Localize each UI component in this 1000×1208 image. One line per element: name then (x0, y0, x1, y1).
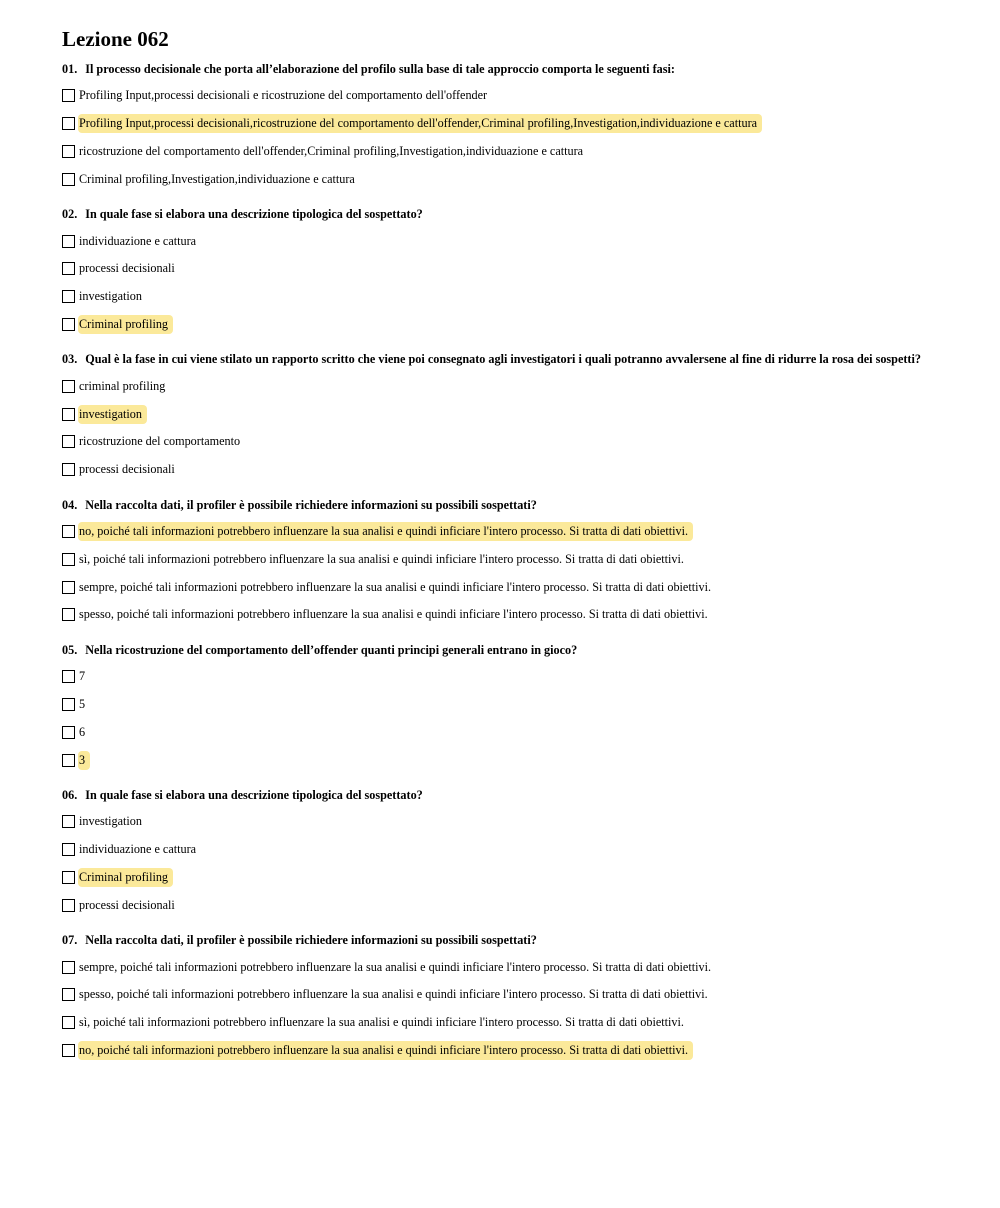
answer-label: 6 (79, 724, 86, 739)
answer-option[interactable] (62, 283, 942, 311)
question-number: 02. (62, 207, 78, 222)
answer-option[interactable] (62, 891, 942, 919)
question-text (62, 352, 942, 366)
question-number: 05. (62, 642, 78, 657)
answer-label: sempre, poiché tali informazioni potrebbero influenzare la sua analisi e quindi inficiare l'intero processo. Si tratta di dati obiettivi. (79, 579, 712, 594)
answer-label: 5 (79, 696, 86, 711)
question-1 (62, 62, 942, 193)
answer-option[interactable] (62, 601, 942, 629)
question-text (62, 498, 942, 512)
answer-option[interactable] (62, 691, 942, 719)
correct-answer-label: Criminal profiling (78, 315, 173, 334)
question-number: 07. (62, 933, 78, 948)
question-text (62, 643, 942, 657)
question-text (62, 62, 942, 76)
answer-checkbox[interactable] (62, 608, 75, 621)
question-spacer (62, 629, 942, 643)
answer-option[interactable] (62, 808, 942, 836)
answer-option[interactable] (62, 255, 942, 283)
answer-option[interactable] (62, 545, 942, 573)
answer-label: investigation (79, 814, 142, 829)
answer-option[interactable] (62, 746, 942, 774)
question-list (62, 62, 942, 1064)
option-list (62, 663, 942, 774)
option-list (62, 808, 942, 919)
answer-label: individuazione e cattura (79, 233, 197, 248)
answer-checkbox[interactable] (62, 581, 75, 594)
answer-option[interactable] (62, 953, 942, 981)
answer-checkbox[interactable] (62, 1044, 75, 1057)
answer-option[interactable] (62, 1009, 942, 1037)
answer-label: investigation (79, 289, 142, 304)
question-prompt: Nella raccolta dati, il profiler è possibile richiedere informazioni su possibili sospettati? (85, 497, 537, 512)
answer-option[interactable] (62, 981, 942, 1009)
answer-checkbox[interactable] (62, 1016, 75, 1029)
question-5 (62, 643, 942, 774)
answer-option[interactable] (62, 165, 942, 193)
question-spacer (62, 193, 942, 207)
question-prompt: Nella ricostruzione del comportamento dell’offender quanti principi generali entrano in gioco? (85, 642, 578, 657)
option-list (62, 953, 942, 1064)
answer-option[interactable] (62, 864, 942, 892)
answer-option[interactable] (62, 718, 942, 746)
answer-checkbox[interactable] (62, 145, 75, 158)
answer-checkbox[interactable] (62, 843, 75, 856)
answer-checkbox[interactable] (62, 89, 75, 102)
answer-option[interactable] (62, 836, 942, 864)
answer-label: processi decisionali (79, 462, 175, 477)
question-spacer (62, 774, 942, 788)
answer-label: Profiling Input,processi decisionali e ricostruzione del comportamento dell'offender (79, 88, 488, 103)
question-4 (62, 498, 942, 629)
answer-checkbox[interactable] (62, 698, 75, 711)
answer-checkbox[interactable] (62, 235, 75, 248)
correct-answer-label: Criminal profiling (78, 868, 173, 887)
answer-option[interactable] (62, 82, 942, 110)
answer-checkbox[interactable] (62, 726, 75, 739)
answer-option[interactable] (62, 1037, 942, 1065)
answer-label: criminal profiling (79, 378, 166, 393)
question-number: 03. (62, 352, 78, 367)
question-number: 04. (62, 497, 78, 512)
quiz-document (62, 26, 942, 1064)
page-title: Lezione 062 (62, 27, 169, 51)
answer-option[interactable] (62, 428, 942, 456)
answer-checkbox[interactable] (62, 173, 75, 186)
answer-label: spesso, poiché tali informazioni potrebbero influenzare la sua analisi e quindi inficiare l'intero processo. Si tratta di dati obiettivi. (79, 607, 708, 622)
question-3 (62, 352, 942, 483)
correct-answer-label: no, poiché tali informazioni potrebbero influenzare la sua analisi e quindi inficiare l'intero processo. Si tratta di dati obiettivi. (78, 1041, 693, 1060)
question-7 (62, 933, 942, 1064)
answer-checkbox[interactable] (62, 815, 75, 828)
answer-option[interactable] (62, 518, 942, 546)
answer-label: Criminal profiling,Investigation,individuazione e cattura (79, 171, 355, 186)
answer-option[interactable] (62, 372, 942, 400)
answer-option[interactable] (62, 138, 942, 166)
answer-checkbox[interactable] (62, 463, 75, 476)
answer-checkbox[interactable] (62, 290, 75, 303)
answer-option[interactable] (62, 110, 942, 138)
correct-answer-label: 3 (78, 751, 90, 770)
question-prompt: In quale fase si elabora una descrizione tipologica del sospettato? (85, 207, 423, 222)
answer-label: individuazione e cattura (79, 842, 197, 857)
option-list (62, 227, 942, 338)
correct-answer-label: investigation (78, 405, 147, 424)
answer-option[interactable] (62, 456, 942, 484)
answer-label: sì, poiché tali informazioni potrebbero influenzare la sua analisi e quindi inficiare l'intero processo. Si tratta di dati obiettivi. (79, 1015, 684, 1030)
question-text (62, 788, 942, 802)
answer-checkbox[interactable] (62, 961, 75, 974)
answer-checkbox[interactable] (62, 670, 75, 683)
question-6 (62, 788, 942, 919)
answer-label: spesso, poiché tali informazioni potrebbero influenzare la sua analisi e quindi inficiare l'intero processo. Si tratta di dati obiettivi. (79, 987, 708, 1002)
option-list (62, 372, 942, 483)
question-prompt: Il processo decisionale che porta all’elaborazione del profilo sulla base di tale approccio comporta le seguenti fasi: (85, 62, 675, 76)
question-number: 06. (62, 787, 78, 802)
answer-checkbox[interactable] (62, 899, 75, 912)
question-text (62, 933, 942, 947)
answer-checkbox[interactable] (62, 408, 75, 421)
answer-checkbox[interactable] (62, 553, 75, 566)
answer-checkbox[interactable] (62, 525, 75, 538)
option-list (62, 518, 942, 629)
answer-checkbox[interactable] (62, 871, 75, 884)
question-spacer (62, 919, 942, 933)
answer-checkbox[interactable] (62, 754, 75, 767)
question-2 (62, 207, 942, 338)
answer-label: ricostruzione del comportamento (79, 434, 241, 449)
answer-option[interactable] (62, 400, 942, 428)
correct-answer-label: no, poiché tali informazioni potrebbero influenzare la sua analisi e quindi inficiare l'intero processo. Si tratta di dati obiettivi. (78, 522, 693, 541)
question-spacer (62, 338, 942, 352)
answer-checkbox[interactable] (62, 318, 75, 331)
answer-option[interactable] (62, 311, 942, 339)
answer-checkbox[interactable] (62, 117, 75, 130)
question-prompt: Nella raccolta dati, il profiler è possibile richiedere informazioni su possibili sospettati? (85, 933, 537, 948)
answer-checkbox[interactable] (62, 262, 75, 275)
answer-checkbox[interactable] (62, 380, 75, 393)
correct-answer-label: Profiling Input,processi decisionali,ricostruzione del comportamento dell'offender,Criminal profiling,Investigation,individuazione e cattura (78, 114, 762, 133)
answer-option[interactable] (62, 227, 942, 255)
answer-label: sì, poiché tali informazioni potrebbero influenzare la sua analisi e quindi inficiare l'intero processo. Si tratta di dati obiettivi. (79, 551, 684, 566)
question-number: 01. (62, 62, 78, 76)
question-spacer (62, 484, 942, 498)
answer-label: sempre, poiché tali informazioni potrebbero influenzare la sua analisi e quindi inficiare l'intero processo. Si tratta di dati obiettivi. (79, 959, 712, 974)
answer-label: processi decisionali (79, 261, 175, 276)
answer-label: ricostruzione del comportamento dell'offender,Criminal profiling,Investigation,individuazione e cattura (79, 143, 584, 158)
answer-option[interactable] (62, 573, 942, 601)
option-list (62, 82, 942, 193)
question-text (62, 207, 942, 221)
question-prompt: Qual è la fase in cui viene stilato un rapporto scritto che viene poi consegnato agli investigatori i quali potranno avvalersene al fine di ridurre la rosa dei sospetti? (85, 352, 921, 367)
answer-checkbox[interactable] (62, 988, 75, 1001)
question-prompt: In quale fase si elabora una descrizione tipologica del sospettato? (85, 787, 423, 802)
answer-checkbox[interactable] (62, 435, 75, 448)
answer-label: 7 (79, 669, 86, 684)
answer-option[interactable] (62, 663, 942, 691)
answer-label: processi decisionali (79, 897, 175, 912)
